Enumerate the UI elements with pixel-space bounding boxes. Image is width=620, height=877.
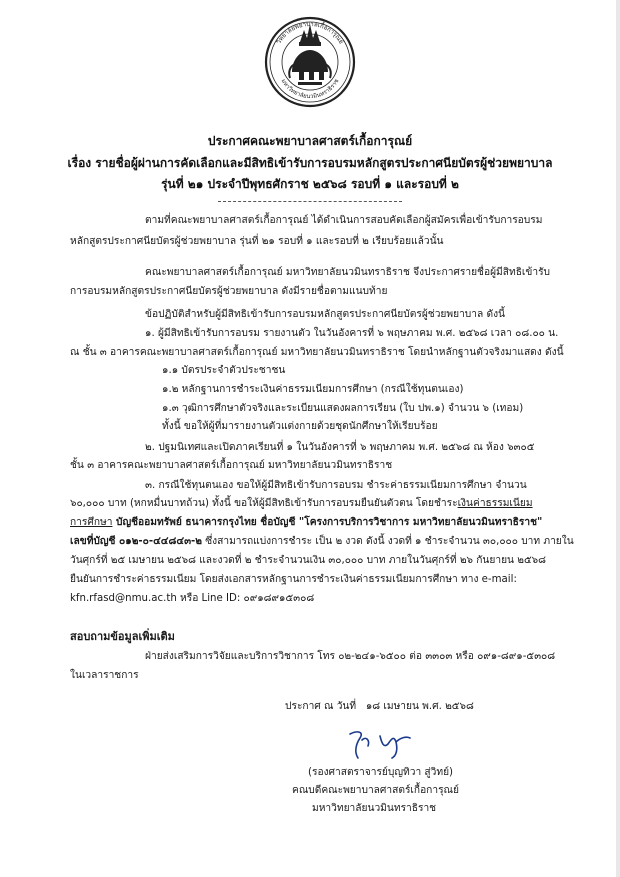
item-1-2: ๑.๒ หลักฐานการชำระเงินค่าธรรมเนียมการศึกษา (กรณีใช้ทุนตนเอง) bbox=[162, 384, 464, 395]
item-3-line-1: ๓. กรณีใช้ทุนตนเอง ขอให้ผู้มีสิทธิเข้ารับการอบรม ชำระค่าธรรมเนียมการศึกษา จำนวน bbox=[145, 480, 527, 491]
item-3-line-2-text: ๖๐,๐๐๐ บาท (หกหมื่นบาทถ้วน) ทั้งนี้ ขอให้ผู้มีสิทธิเข้ารับการอบรมยืนยันตัวตน โดยชำระ bbox=[70, 498, 458, 509]
contact-phone-line: ฝ่ายส่งเสริมการวิจัยและบริการวิชาการ โทร ๐๒-๒๔๑-๖๕๐๐ ต่อ ๓๓๐๓ หรือ ๐๙๑-๘๙๑-๕๓๐๘ bbox=[145, 651, 556, 662]
item-1-line-2: ณ ชั้น ๓ อาคารคณะพยาบาลศาสตร์เกื้อการุณย์ มหาวิทยาลัยนวมินทราธิราช โดยนำหลักฐานตัวจริงมาแสดง ดังนี้ bbox=[70, 347, 564, 358]
item-2-line-1: ๒. ปฐมนิเทศและเปิดภาคเรียนที่ ๑ ในวันอังคารที่ ๖ พฤษภาคม พ.ศ. ๒๕๖๘ ณ ห้อง ๖๓๐๕ bbox=[145, 442, 535, 453]
item-1-3: ๑.๓ วุฒิการศึกษาตัวจริงและระเบียนแสดงผลการเรียน (ใบ ปพ.๑) จำนวน ๖ (เทอม) bbox=[162, 403, 524, 414]
announcement-round: รุ่นที่ ๒๑ ประจำปีพุทธศักราช ๒๕๖๘ รอบที่ ๑ และรอบที่ ๒ bbox=[161, 177, 459, 191]
fee-underlined-text-cont: การศึกษา bbox=[70, 517, 113, 528]
signer-title-1: คณบดีคณะพยาบาลศาสตร์เกื้อการุณย์ bbox=[292, 785, 459, 796]
announce-date-label: ประกาศ ณ วันที่ bbox=[285, 701, 357, 712]
item-3-line-5: วันศุกร์ที่ ๒๕ เมษายน ๒๕๖๘ และงวดที่ ๒ ชำระจำนวนเงิน ๓๐,๐๐๐ บาท ภายในวันศุกร์ที่ ๒๖ กันยายน ๒๕๖๘ bbox=[70, 555, 546, 566]
item-3-line-4 bbox=[70, 535, 574, 548]
item-1-1: ๑.๑ บัตรประจำตัวประชาชน bbox=[162, 365, 286, 376]
contact-heading: สอบถามข้อมูลเพิ่มเติม bbox=[70, 630, 175, 643]
university-seal-logo bbox=[262, 6, 358, 116]
announce-date-line bbox=[285, 700, 474, 713]
seal-ring-bottom-text: มหาวิทยาลัยนวมินทราธิราช bbox=[279, 78, 341, 101]
header-divider bbox=[218, 201, 402, 202]
signer-title-2: มหาวิทยาลัยนวมินทราธิราช bbox=[312, 803, 437, 814]
paragraph-2-line-2: การอบรมหลักสูตรประกาศนียบัตรผู้ช่วยพยาบาล ดังมีรายชื่อตามแนบท้าย bbox=[70, 286, 388, 297]
contact-email-line[interactable]: kfn.rfasd@nmu.ac.th หรือ Line ID: ๐๙๑๘๙๑๕๓๐๘ bbox=[70, 593, 315, 604]
item-1-note: ทั้งนี้ ขอให้ผู้ที่มารายงานตัวแต่งกายด้วยชุดนักศึกษาให้เรียบร้อย bbox=[162, 421, 438, 432]
item-3-line-6: ยืนยันการชำระค่าธรรมเนียม โดยส่งเอกสารหลักฐานการชำระเงินค่าธรรมเนียมการศึกษา ทาง e-mail: bbox=[70, 574, 517, 585]
page-edge bbox=[616, 0, 620, 877]
item-2-line-2: ชั้น ๓ อาคารคณะพยาบาลศาสตร์เกื้อการุณย์ มหาวิทยาลัยนวมินทราธิราช bbox=[70, 460, 393, 471]
item-3-line-2 bbox=[70, 497, 533, 510]
signer-name: (รองศาสตราจารย์บุญทิวา สู่วิทย์) bbox=[308, 767, 454, 778]
paragraph-2-line-1: คณะพยาบาลศาสตร์เกื้อการุณย์ มหาวิทยาลัยนวมินทราธิราช จึงประกาศรายชื่อผู้มีสิทธิเข้ารับ bbox=[145, 267, 551, 278]
paragraph-1-line-2: หลักสูตรประกาศนียบัตรผู้ช่วยพยาบาล รุ่นที่ ๒๑ รอบที่ ๑ และรอบที่ ๒ เรียบร้อยแล้วนั้น bbox=[70, 236, 444, 247]
fee-underlined-text: เงินค่าธรรมเนียม bbox=[457, 498, 533, 509]
item-1-line-1: ๑. ผู้มีสิทธิเข้ารับการอบรม รายงานตัว ในวันอังคารที่ ๖ พฤษภาคม พ.ศ. ๒๕๖๘ เวลา ๐๘.๐๐ น. bbox=[145, 328, 559, 339]
bank-account-number: เลขที่บัญชี ๐๑๒-๐-๔๔๘๔๓-๒ bbox=[70, 536, 202, 547]
installment-text: ซึ่งสามารถแบ่งการชำระ เป็น ๒ งวด ดังนี้ งวดที่ ๑ ชำระจำนวน ๓๐,๐๐๐ บาท ภายใน bbox=[202, 536, 574, 547]
announcement-heading: ประกาศคณะพยาบาลศาสตร์เกื้อการุณย์ bbox=[207, 134, 413, 148]
contact-hours: ในเวลาราชการ bbox=[70, 670, 139, 681]
dean-signature bbox=[340, 726, 420, 762]
announcement-subject: เรื่อง รายชื่อผู้ผ่านการคัดเลือกและมีสิทธิเข้ารับการอบรมหลักสูตรประกาศนียบัตรผู้ช่วยพยาบาล bbox=[67, 156, 553, 170]
item-3-line-3 bbox=[70, 516, 542, 529]
seal-ring-top-text: วิทยาลัยพยาบาลเกื้อการุณย์ bbox=[275, 20, 345, 46]
announce-date: ๑๘ เมษายน พ.ศ. ๒๕๖๘ bbox=[365, 701, 474, 712]
paragraph-1-line-1: ตามที่คณะพยาบาลศาสตร์เกื้อการุณย์ ได้ดำเนินการสอบคัดเลือกผู้สมัครเพื่อเข้ารับการอบรม bbox=[145, 215, 543, 226]
bank-account-name: บัญชีออมทรัพย์ ธนาคารกรุงไทย ชื่อบัญชี "โครงการบริการวิชาการ มหาวิทยาลัยนวมินทราธิราช" bbox=[112, 517, 543, 528]
paragraph-3: ข้อปฏิบัติสำหรับผู้มีสิทธิเข้ารับการอบรมหลักสูตรประกาศนียบัตรผู้ช่วยพยาบาล ดังนี้ bbox=[145, 309, 506, 320]
